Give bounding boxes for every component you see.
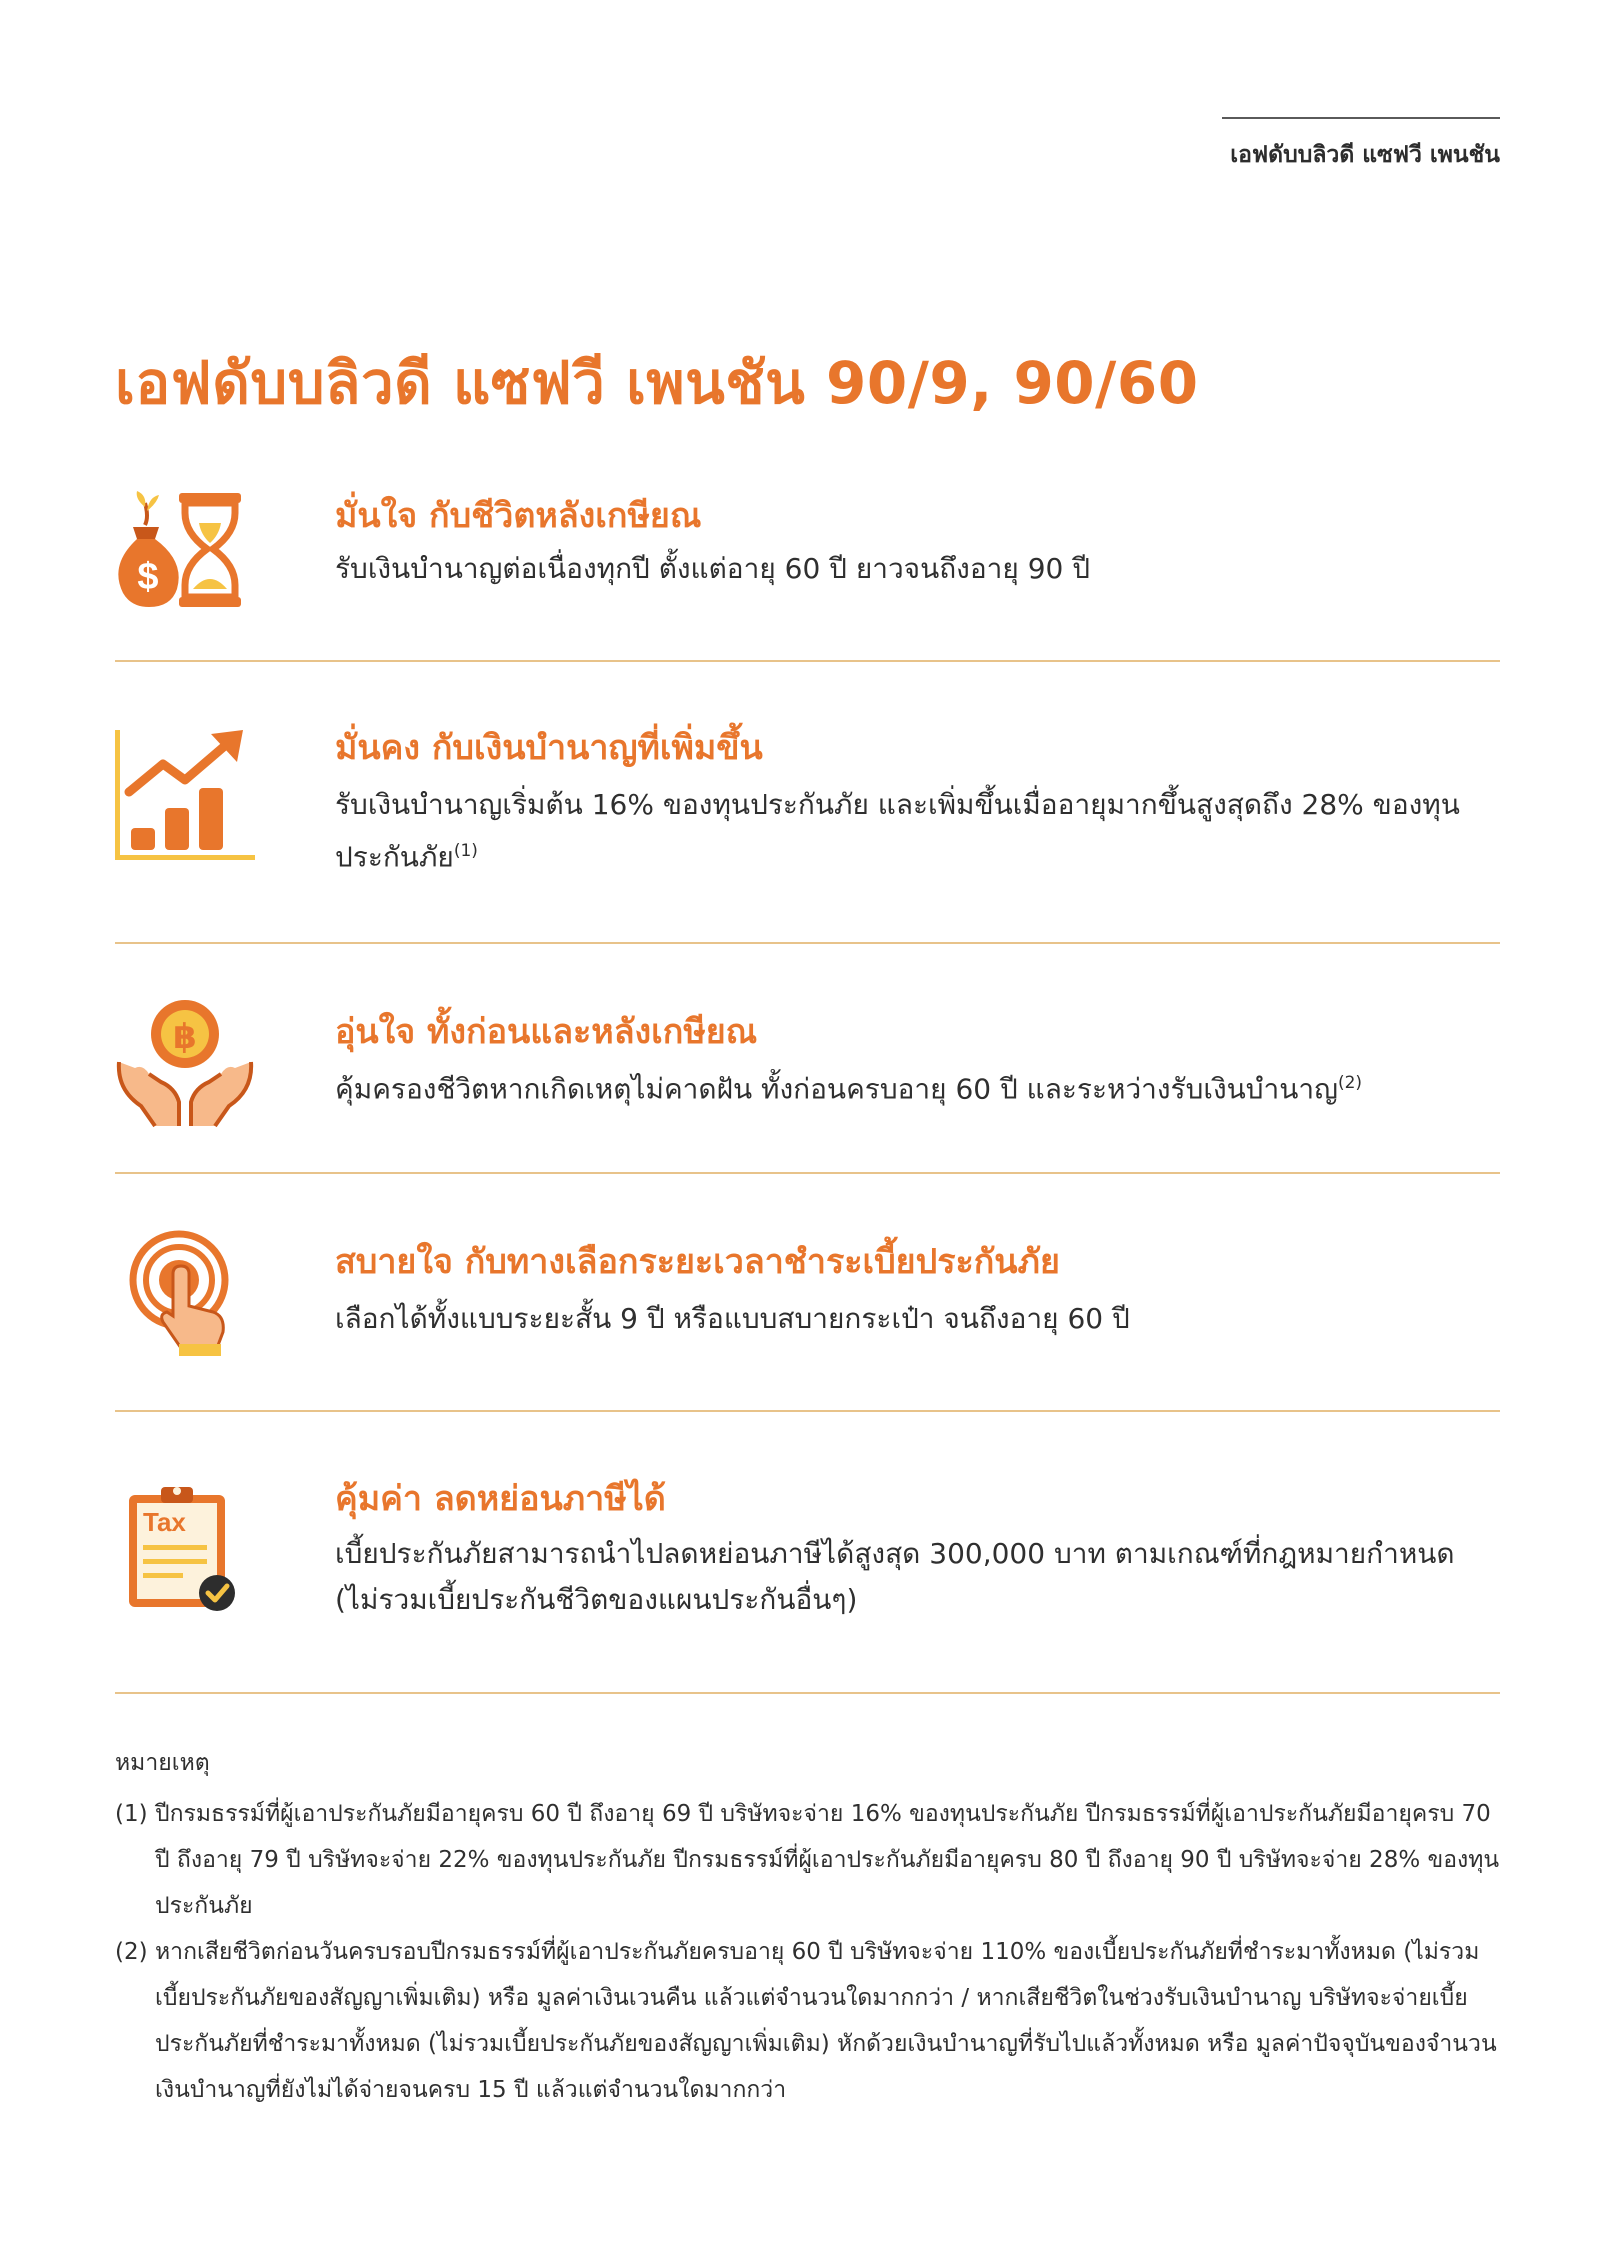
hands-coin-icon xyxy=(115,998,255,1128)
feature-description: เบี้ยประกันภัยสามารถนำไปลดหย่อนภาษีได้สูงสุด 300,000 บาท ตามเกณฑ์ที่กฎหมายกำหนด (ไม่รวมเบี้ยประกันชีวิตของแผนประกันอื่นๆ) xyxy=(335,1537,1455,1616)
footnote-ref: (2) xyxy=(1337,1073,1363,1093)
note-item xyxy=(115,1791,1500,1929)
footnote-ref: (1) xyxy=(453,841,478,861)
note-number: (2) xyxy=(115,1939,148,1965)
feature-title: มั่นคง กับเงินบำนาญที่เพิ่มขึ้น xyxy=(335,728,763,768)
feature-description: รับเงินบำนาญเริ่มต้น 16% ของทุนประกันภัย และเพิ่มขึ้นเมื่ออายุมากขึ้นสูงสุดถึง 28% ของทุนประกันภัย$^{(1)}$ xyxy=(335,788,1460,874)
divider xyxy=(115,1410,1500,1412)
divider xyxy=(115,1692,1500,1694)
notes-section xyxy=(115,1745,1500,2113)
money-bag-hourglass-icon xyxy=(115,485,255,615)
feature-title: อุ่นใจ ทั้งก่อนและหลังเกษียณ xyxy=(335,1012,758,1052)
feature-description: คุ้มครองชีวิตหากเกิดเหตุไม่คาดฝัน ทั้งก่อนครบอายุ 60 ปี และระหว่างรับเงินบำนาญ$^{(2)}$ xyxy=(335,1072,1363,1106)
baht-sign: ฿ xyxy=(173,1017,197,1057)
divider xyxy=(115,1172,1500,1174)
feature-description: รับเงินบำนาญต่อเนื่องทุกปี ตั้งแต่อายุ 60 ปี ยาวจนถึงอายุ 90 ปี xyxy=(335,552,1091,585)
feature-title: สบายใจ กับทางเลือกระยะเวลาชำระเบี้ยประกันภัย xyxy=(335,1242,1060,1282)
touch-target-icon xyxy=(115,1228,255,1358)
feature-title: คุ้มค่า ลดหย่อนภาษีได้ xyxy=(335,1479,666,1519)
tax-label: Tax xyxy=(143,1507,186,1537)
header-rule xyxy=(1222,117,1500,119)
dollar-sign: $ xyxy=(137,556,159,598)
feature-description: เลือกได้ทั้งแบบระยะสั้น 9 ปี หรือแบบสบายกระเป๋า จนถึงอายุ 60 ปี xyxy=(335,1302,1130,1335)
divider xyxy=(115,942,1500,944)
feature-title: มั่นใจ กับชีวิตหลังเกษียณ xyxy=(335,496,702,536)
page-title: เอฟดับบลิวดี แซฟวี เพนชัน 90/9, 90/60 xyxy=(115,349,1199,417)
tax-clipboard-icon xyxy=(115,1485,255,1615)
notes-title: หมายเหตุ xyxy=(115,1750,210,1776)
growth-chart-icon xyxy=(115,730,255,860)
header-product-name: เอฟดับบลิวดี แซฟวี เพนชัน xyxy=(1230,142,1500,168)
divider xyxy=(115,660,1500,662)
note-number: (1) xyxy=(115,1801,148,1827)
note-item xyxy=(115,1929,1500,2113)
note-text: ปีกรมธรรม์ที่ผู้เอาประกันภัยมีอายุครบ 60 ปี ถึงอายุ 69 ปี บริษัทจะจ่าย 16% ของทุนประกันภัย ปีกรมธรรม์ที่ผู้เอาประกันภัยมีอายุครบ 70 ปี ถึงอายุ 79 ปี บริษัทจะจ่าย 22% ของทุนประกันภัย ปีกรมธรรม์ที่ผู้เอาประกันภัยมีอายุครบ 80 ปี ถึงอายุ 90 ปี บริษัทจะจ่าย 28% ของทุนประกันภัย xyxy=(155,1801,1500,1919)
note-text: หากเสียชีวิตก่อนวันครบรอบปีกรมธรรม์ที่ผู้เอาประกันภัยครบอายุ 60 ปี บริษัทจะจ่าย 110% ของเบี้ยประกันภัยที่ชำระมาทั้งหมด (ไม่รวมเบี้ยประกันภัยของสัญญาเพิ่มเติม) หรือ มูลค่าเงินเวนคืน แล้วแต่จำนวนใดมากกว่า / หากเสียชีวิตในช่วงรับเงินบำนาญ บริษัทจะจ่ายเบี้ยประกันภัยที่ชำระมาทั้งหมด (ไม่รวมเบี้ยประกันภัยของสัญญาเพิ่มเติม) หักด้วยเงินบำนาญที่รับไปแล้วทั้งหมด หรือ มูลค่าปัจจุบันของจำนวนเงินบำนาญที่ยังไม่ได้จ่ายจนครบ 15 ปี แล้วแต่จำนวนใดมากกว่า xyxy=(155,1939,1497,2103)
